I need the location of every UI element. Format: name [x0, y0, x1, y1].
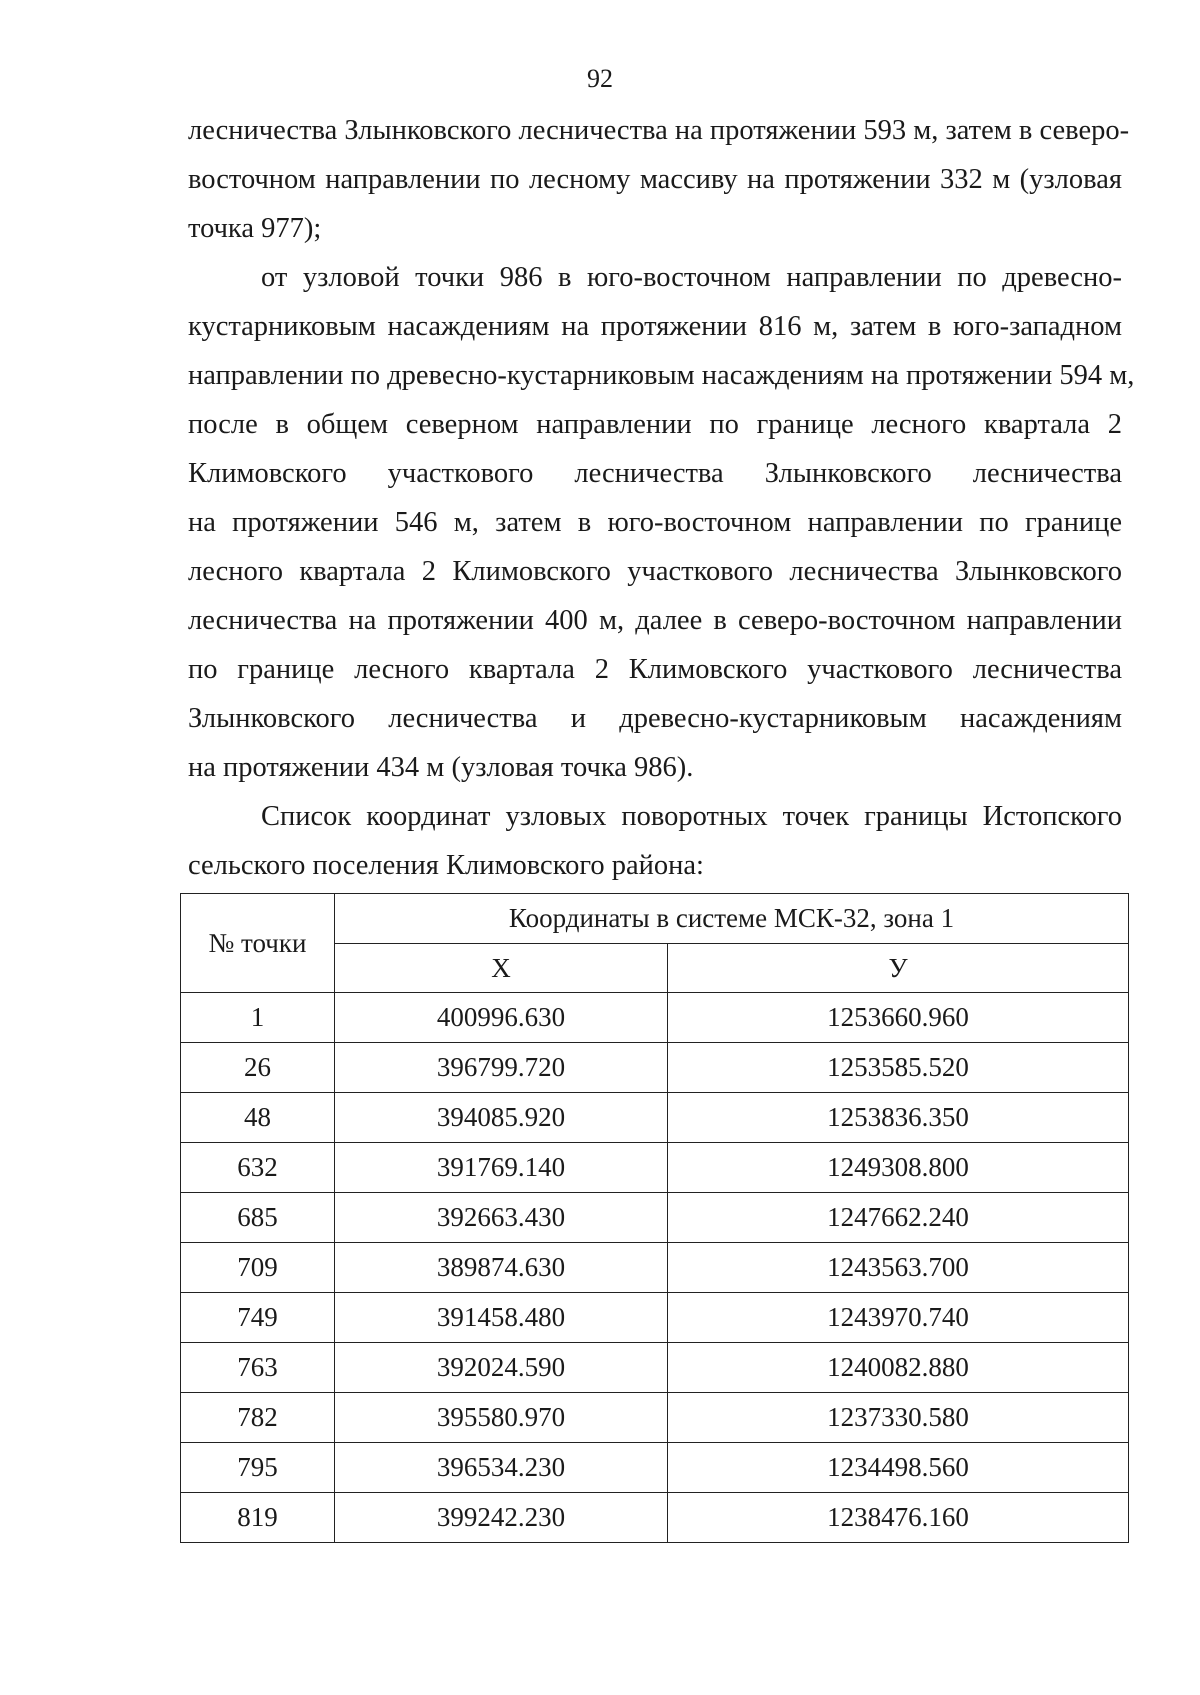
text-line: восточном направлении по лесному массиву на протяжении 332 м (узловая: [188, 164, 1122, 195]
cell-x: 396799.720: [335, 1043, 668, 1093]
paragraph-coordinates-intro: [188, 792, 1122, 890]
cell-y: 1253660.960: [668, 993, 1129, 1043]
table-row: [181, 1343, 1129, 1393]
cell-x: 392663.430: [335, 1193, 668, 1243]
cell-y: 1238476.160: [668, 1493, 1129, 1543]
header-coordinate-system: Координаты в системе МСК-32, зона 1: [335, 894, 1129, 944]
text-line: Злынковского лесничества и древесно-кустарниковым насаждениям: [188, 703, 1122, 734]
cell-point: 685: [181, 1193, 335, 1243]
coordinates-table: [180, 893, 1129, 1543]
cell-y: 1243563.700: [668, 1243, 1129, 1293]
text-line: на протяжении 434 м (узловая точка 986).: [188, 752, 694, 783]
text-line: точка 977);: [188, 213, 322, 244]
cell-point: 819: [181, 1493, 335, 1543]
table-row: [181, 1443, 1129, 1493]
cell-y: 1243970.740: [668, 1293, 1129, 1343]
text-line: от узловой точки 986 в юго-восточном направлении по древесно-: [261, 262, 1122, 293]
header-point-number: № точки: [181, 894, 335, 993]
cell-point: 763: [181, 1343, 335, 1393]
cell-y: 1253836.350: [668, 1093, 1129, 1143]
cell-x: 389874.630: [335, 1243, 668, 1293]
paragraph-continuation: [188, 106, 1130, 253]
header-x: X: [335, 944, 668, 993]
text-line: сельского поселения Климовского района:: [188, 850, 704, 881]
text-line: направлении по древесно-кустарниковым насаждениям на протяжении 594 м,: [188, 360, 1135, 391]
cell-point: 749: [181, 1293, 335, 1343]
cell-x: 394085.920: [335, 1093, 668, 1143]
table-row: [181, 993, 1129, 1043]
table-row: [181, 1493, 1129, 1543]
page-number: 92: [587, 64, 613, 93]
table-row: [181, 1393, 1129, 1443]
cell-x: 395580.970: [335, 1393, 668, 1443]
cell-point: 26: [181, 1043, 335, 1093]
cell-point: 782: [181, 1393, 335, 1443]
cell-point: 795: [181, 1443, 335, 1493]
text-line: после в общем северном направлении по границе лесного квартала 2: [188, 409, 1122, 440]
cell-point: 709: [181, 1243, 335, 1293]
cell-y: 1240082.880: [668, 1343, 1129, 1393]
table-row: [181, 1093, 1129, 1143]
paragraph-boundary-description: [188, 253, 1135, 792]
text-line: по границе лесного квартала 2 Климовского участкового лесничества: [188, 654, 1122, 685]
table-row: [181, 1193, 1129, 1243]
cell-point: 48: [181, 1093, 335, 1143]
table-row: [181, 1143, 1129, 1193]
cell-x: 391458.480: [335, 1293, 668, 1343]
cell-x: 392024.590: [335, 1343, 668, 1393]
cell-point: 1: [181, 993, 335, 1043]
cell-y: 1234498.560: [668, 1443, 1129, 1493]
cell-x: 391769.140: [335, 1143, 668, 1193]
cell-x: 400996.630: [335, 993, 668, 1043]
table-row: [181, 1243, 1129, 1293]
table-row: [181, 1043, 1129, 1093]
text-line: лесного квартала 2 Климовского участкового лесничества Злынковского: [188, 556, 1122, 587]
cell-x: 396534.230: [335, 1443, 668, 1493]
text-line: на протяжении 546 м, затем в юго-восточном направлении по границе: [188, 507, 1122, 538]
text-line: лесничества Злынковского лесничества на протяжении 593 м, затем в северо-: [188, 115, 1130, 146]
text-line: лесничества на протяжении 400 м, далее в северо-восточном направлении: [188, 605, 1122, 636]
text-line: Список координат узловых поворотных точек границы Истопского: [261, 801, 1122, 832]
table-header-row: [181, 894, 1129, 944]
cell-x: 399242.230: [335, 1493, 668, 1543]
cell-y: 1249308.800: [668, 1143, 1129, 1193]
text-line: Климовского участкового лесничества Злынковского лесничества: [188, 458, 1122, 489]
cell-point: 632: [181, 1143, 335, 1193]
table-row: [181, 1293, 1129, 1343]
cell-y: 1247662.240: [668, 1193, 1129, 1243]
text-line: кустарниковым насаждениям на протяжении 816 м, затем в юго-западном: [188, 311, 1122, 342]
cell-y: 1253585.520: [668, 1043, 1129, 1093]
header-y: У: [668, 944, 1129, 993]
cell-y: 1237330.580: [668, 1393, 1129, 1443]
